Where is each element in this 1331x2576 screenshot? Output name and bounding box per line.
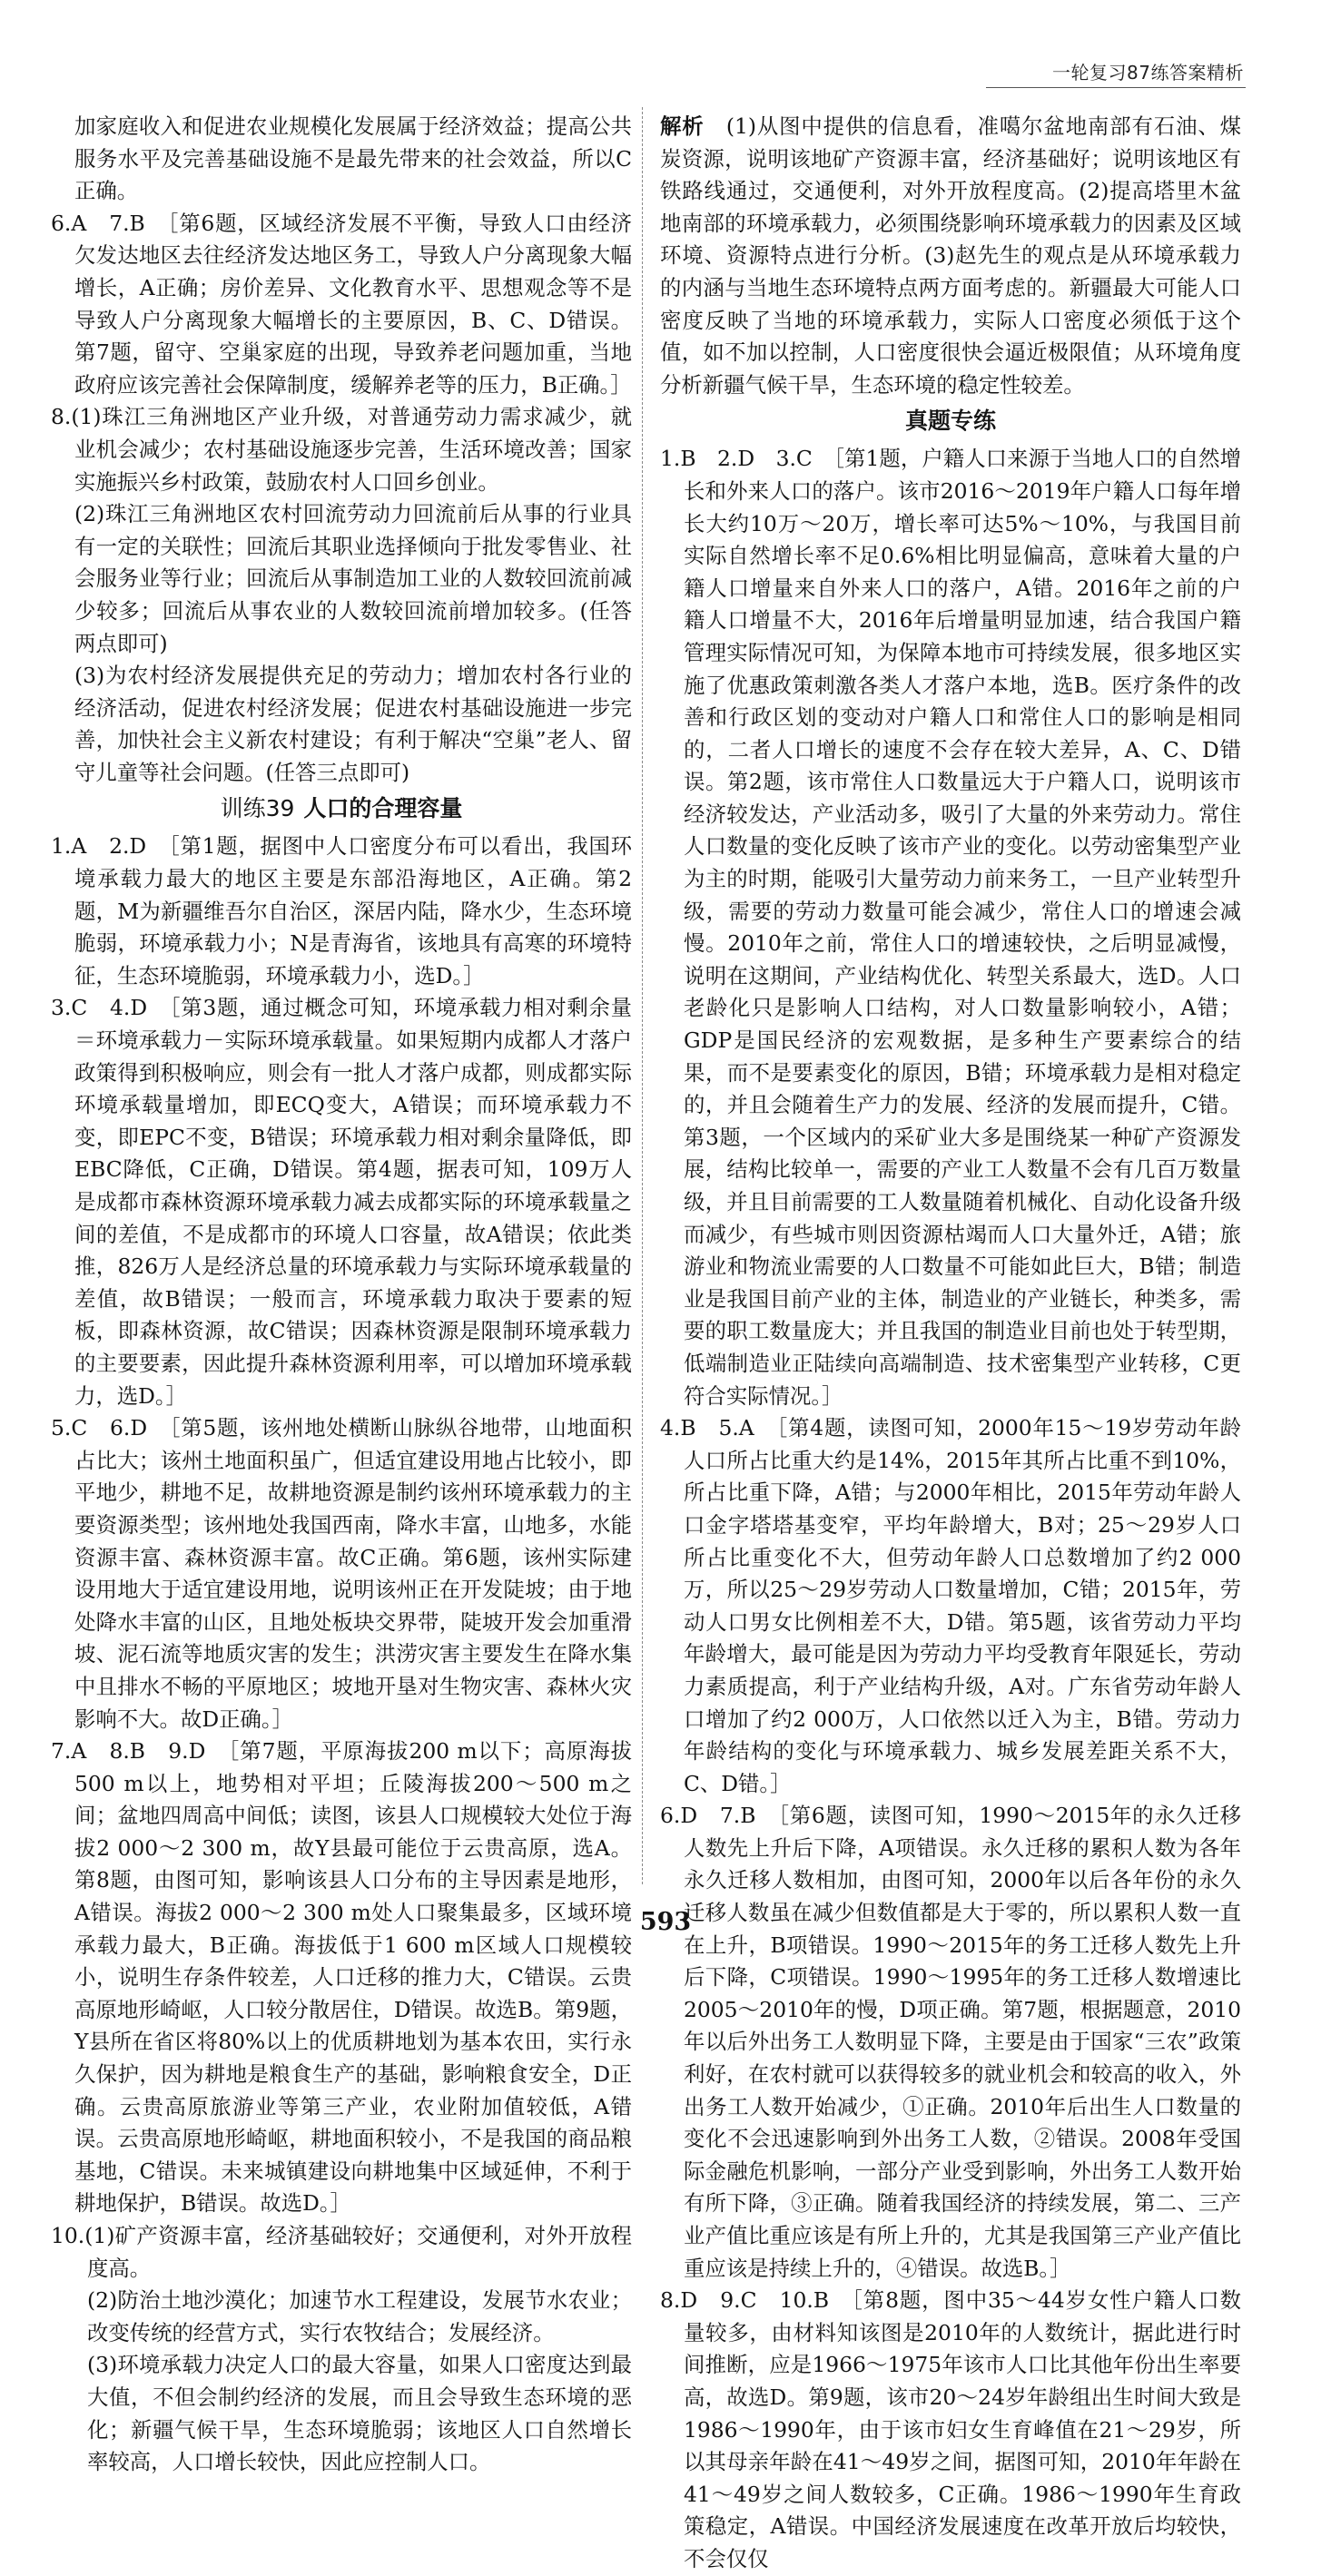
answer-8-part2: (2)珠江三角洲地区农村回流劳动力回流前后从事的行业具有一定的关联性；回流后其职业选择倾向于批发零售业、社会服务业等行业；回流后从事制造加工业的人数较回流前减少较多；回流后从事农业的人数较回流前增加较多。(任答两点即可) xyxy=(74,501,632,656)
answer-1-2: 1.A 2.D ［第1题，据图中人口密度分布可以看出，我国环境承载力最大的地区主要是东部沿海地区，A正确。第2题，M为新疆维吾尔自治区，深居内陆，降水少，生态环境脆弱，环境承载力小；N是青海省，该地具有高寒的环境特征，生态环境脆弱，环境承载力小，选D。］ xyxy=(51,833,632,988)
answer-7-9: 7.A 8.B 9.D ［第7题，平原海拔200 m以下；高原海拔500 m以上，地势相对平坦；丘陵海拔200～500 m之间；盆地四周高中间低；读图，该县人口规模较大处位于海拔2 000～2 300 m，故Y县最可能位于云贵高原，选A。第8题，由图可知，影响该县人口分布的主导因素是地形，A错误。海拔2 000～2 300 m处人口聚集最多，区域环境承载力最大，B正确。海拔低于1 600 m区域人口规模较小，说明生存条件较差，人口迁移的推力大，C错误。云贵高原地形崎岖，人口较分散居住，D错误。故选B。第9题，Y县所在省区将80%以上的优质耕地划为基本农田，实行永久保护，因为耕地是粮食生产的基础，影响粮食安全，D正确。云贵高原旅游业等第三产业，农业附加值较低，A错误。云贵高原地形崎岖，耕地面积较小，不是我国的商品粮基地，C错误。未来城镇建设向耕地集中区域延伸，不利于耕地保护，B错误。故选D。］ xyxy=(51,1738,632,2217)
column-divider xyxy=(642,107,643,1884)
header-rule xyxy=(986,87,1246,88)
running-header: 一轮复习87练答案精析 xyxy=(1052,62,1244,84)
analysis-text: (1)从图中提供的信息看，准噶尔盆地南部有石油、煤炭资源，说明该地矿产资源丰富，经济基础好；说明该地区有铁路线通过，交通便利，对外开放程度高。(2)提高塔里木盆地南部的环境承载力，必须围绕影响环境承载力的因素及区域环境、资源特点进行分析。(3)赵先生的观点是从环境承载力的内涵与当地生态环境特点两方面考虑的。新疆最大可能人口密度反映了当地的环境承载力，实际人口密度必须低于这个值，如不加以控制，人口密度很快会逼近极限值；从环境角度分析新疆气候干旱，生态环境的稳定性较差。 xyxy=(660,113,1242,398)
right-column xyxy=(660,111,1241,2576)
answer-8-part1: 8.(1)珠江三角洲地区产业升级，对普通劳动力需求减少，就业机会减少；农村基础设施逐步完善，生活环境改善；国家实施振兴乡村政策，鼓励农村人口回乡创业。 xyxy=(51,404,632,495)
answer-10-part3: (3)环境承载力决定人口的最大容量，如果人口密度达到最大值，不但会制约经济的发展，而且会导致生态环境的恶化；新疆气候干旱，生态环境脆弱；该地区人口自然增长率较高，人口增长较快，因此应控制人口。 xyxy=(87,2352,632,2475)
analysis-label: 解析 xyxy=(660,113,705,139)
left-column xyxy=(51,111,632,2479)
answer-10-part2: (2)防治土地沙漠化；加速节水工程建设，发展节水农业；改变传统的经营方式，实行农牧结合；发展经济。 xyxy=(87,2287,632,2345)
section-title-training-39 xyxy=(51,791,632,827)
section-name: 人口的合理容量 xyxy=(303,795,463,822)
answer-real-1-3: 1.B 2.D 3.C ［第1题，户籍人口来源于当地人口的自然增长和外来人口的落户。该市2016～2019年户籍人口每年增长大约10万～20万，增长率可达5%～10%，与我国目前实际自然增长率不足0.6%相比明显偏高，意味着大量的户籍人口增量来自外来人口的落户，A错。2016年之前的户籍人口增量不大，2016年后增量明显加速，结合我国户籍管理实际情况可知，为保障本地市可持续发展，很多地区实施了优惠政策刺激各类人才落户本地，选B。医疗条件的改善和行政区划的变动对户籍人口和常住人口的影响是相同的，二者人口增长的速度不会存在较大差异，A、C、D错误。第2题，该市常住人口数量远大于户籍人口，说明该市经济较发达，产业活动多，吸引了大量的外来劳动力。常住人口数量的变化反映了该市产业的变化。以劳动密集型产业为主的时期，能吸引大量劳动力前来务工，一旦产业转型升级，需要的劳动力数量可能会减少，常住人口的增速会减慢。2010年之前，常住人口的增速较快，之后明显减慢，说明在这期间，产业结构优化、转型关系最大，选D。人口老龄化只是影响人口结构，对人口数量影响较小，A错；GDP是国民经济的宏观数据，是多种生产要素综合的结果，而不是要素变化的原因，B错；环境承载力是相对稳定的，并且会随着生产力的发展、经济的发展而提升，C错。第3题，一个区域内的采矿业大多是围绕某一种矿产资源发展，结构比较单一，需要的产业工人数量不会有几百万数量级，并且目前需要的工人数量随着机械化、自动化设备升级而减少，有些城市则因资源枯竭而人口大量外迁，A错；旅游业和物流业需要的人口数量不可能如此巨大，B错；制造业是我国目前产业的主体，制造业的产业链长，种类多，需要的职工数量庞大；并且我国的制造业目前也处于转型期，低端制造业正陆续向高端制造、技术密集型产业转移，C更符合实际情况。］ xyxy=(660,446,1241,1409)
paragraph-continued: 加家庭收入和促进农业规模化发展属于经济效益；提高公共服务水平及完善基础设施不是最先带来的社会效益，所以C正确。 xyxy=(74,113,632,204)
answer-6-7: 6.A 7.B ［第6题，区域经济发展不平衡，导致人口由经济欠发达地区去往经济发达地区务工，导致人户分离现象大幅增长，A正确；房价差异、文化教育水平、思想观念等不是导致人户分离现象大幅增长的主要原因，B、C、D错误。第7题，留守、空巢家庭的出现，导致养老问题加重，当地政府应该完善社会保障制度，缓解养老等的压力，B正确。］ xyxy=(51,210,632,398)
answer-real-6-7: 6.D 7.B ［第6题，读图可知，1990～2015年的永久迁移人数先上升后下降，A项错误。永久迁移的累积人数为各年永久迁移人数相加，由图可知，2000年以后各年份的永久迁移人数虽在减少但数值都是大于零的，所以累积人数一直在上升，B项错误。1990～2015年的务工迁移人数先上升后下降，C项错误。1990～1995年的务工迁移人数增速比2005～2010年的慢，D项正确。第7题，根据题意，2010年以后外出务工人数明显下降，主要是由于国家“三农”政策利好，在农村就可以获得较多的就业机会和较高的收入，外出务工人数开始减少，①正确。2010年后出生人口数量的变化不会迅速影响到外出务工人数，②错误。2008年受国际金融危机影响，一部分产业受到影响，外出务工人数开始有所下降，③正确。随着我国经济的持续发展，第二、三产业产值比重应该是有所上升的，尤其是我国第三产业产值比重应该是持续上升的，④错误。故选B。］ xyxy=(660,1803,1241,2281)
section-title-real-exam: 真题专练 xyxy=(904,408,996,435)
answer-3-4: 3.C 4.D ［第3题，通过概念可知，环境承载力相对剩余量＝环境承载力－实际环境承载量。如果短期内成都人才落户政策得到积极响应，则会有一批人才落户成都，则成都实际环境承载量增加，即ECQ变大，A错误；而环境承载力不变，即EPC不变，B错误；环境承载力相对剩余量降低，即EBC降低，C正确，D错误。第4题，据表可知，109万人是成都市森林资源环境承载力减去成都实际的环境承载量之间的差值，不是成都市的环境人口容量，故A错误；依此类推，826万人是经济总量的环境承载力与实际环境承载量的差值，故B错误；一般而言，环境承载力取决于要素的短板，即森林资源，故C错误；因森林资源是限制环境承载力的主要要素，因此提升森林资源利用率，可以增加环境承载力，选D。］ xyxy=(51,995,632,1409)
answer-8-part3: (3)为农村经济发展提供充足的劳动力；增加农村各行业的经济活动，促进农村经济发展；促进农村基础设施进一步完善，加快社会主义新农村建设；有利于解决“空巢”老人、留守儿童等社会问题。(任答三点即可) xyxy=(74,663,632,785)
answer-10-part1: 10.(1)矿产资源丰富，经济基础较好；交通便利，对外开放程度高。 xyxy=(51,2223,632,2281)
section-number: 训练39 xyxy=(220,795,295,822)
analysis-paragraph xyxy=(660,111,1241,401)
answer-5-6: 5.C 6.D ［第5题，该州地处横断山脉纵谷地带，山地面积占比大；该州土地面积虽广，但适宜建设用地占比较小，即平地少，耕地不足，故耕地资源是制约该州环境承载力的主要资源类型；该州地处我国西南，降水丰富，山地多，水能资源丰富、森林资源丰富。故C正确。第6题，该州实际建设用地大于适宜建设用地，说明该州正在开发陡坡；由于地处降水丰富的山区，且地处板块交界带，陡坡开发会加重滑坡、泥石流等地质灾害的发生；洪涝灾害主要发生在降水集中且排水不畅的平原地区；坡地开垦对生物灾害、森林火灾影响不大。故D正确。］ xyxy=(51,1415,632,1732)
answer-real-4-5: 4.B 5.A ［第4题，读图可知，2000年15～19岁劳动年龄人口所占比重大约是14%，2015年其所占比重不到10%，所占比重下降，A错；与2000年相比，2015年劳动年龄人口金字塔塔基变窄，平均年龄增大，B对；25～29岁人口所占比重变化不大，但劳动年龄人口总数增加了约2 000万，所以25～29岁劳动人口数量增加，C错；2015年，劳动人口男女比例相差不大，D错。第5题，该省劳动力平均年龄增大，最可能是因为劳动力平均受教育年限延长，劳动力素质提高，利于产业结构升级，A对。广东省劳动年龄人口增加了约2 000万，人口依然以迁入为主，B错。劳动力年龄结构的变化与环境承载力、城乡发展差距关系不大，C、D错。］ xyxy=(660,1415,1241,1796)
answer-real-8-10: 8.D 9.C 10.B ［第8题，图中35～44岁女性户籍人口数量较多，由材料知该图是2010年的人数统计，据此进行时间推断，应是1966～1975年该市人口比其他年份出生率要高，故选D。第9题，该市20～24岁年龄组出生时间大致是1986～1990年，由于该市妇女生育峰值在21～29岁，所以其母亲年龄在41～49岁之间，据图可知，2010年年龄在41～49岁之间人数较多，C正确。1986～1990年生育政策稳定，A错误。中国经济发展速度在改革开放后均较快，不会仅仅 xyxy=(660,2287,1241,2571)
page-number: 593 xyxy=(639,1908,692,1936)
